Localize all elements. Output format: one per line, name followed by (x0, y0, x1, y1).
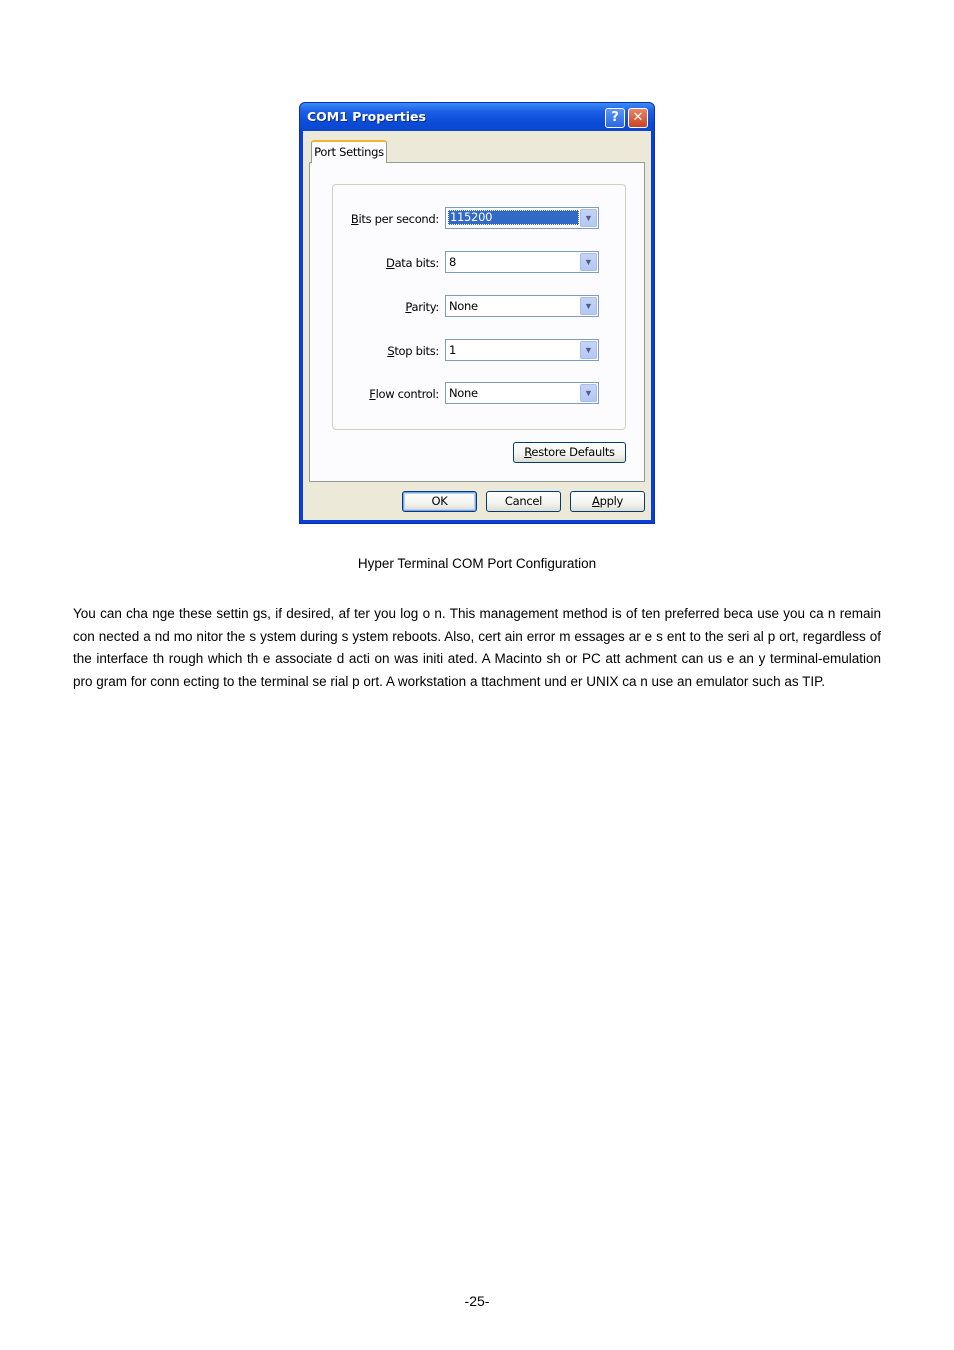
body-paragraph: You can cha nge these settin gs, if desired, af ter you log o n. This management method is of ten preferred beca use you ca n remain con nected a nd mo nitor the s ystem during s ystem reboots. Also, cert ain error m essages ar e s ent to the seri al p ort, regardless of the interface th rough which th e associate d acti on was initi ated. A Macinto sh or PC att achment can us e an y terminal-emulation pro gram for conn ecting to the terminal se rial p ort. A workstation a ttachment und er UNIX ca n use an emulator such as TIP. (73, 606, 881, 689)
chevron-down-icon[interactable]: ▼ (580, 384, 597, 402)
flow-control-label: Flow control: (369, 387, 439, 401)
stop-bits-select[interactable] (445, 339, 599, 361)
chevron-down-icon[interactable]: ▼ (580, 297, 597, 315)
help-button[interactable] (605, 108, 625, 128)
chevron-down-icon[interactable]: ▼ (580, 209, 597, 227)
ok-button[interactable]: OK (402, 491, 477, 512)
data-bits-select[interactable] (445, 251, 599, 273)
flow-control-value: None (449, 386, 478, 400)
stop-bits-label: Stop bits: (387, 344, 439, 358)
apply-button[interactable]: Apply (570, 491, 645, 512)
parity-value: None (449, 299, 478, 313)
parity-select[interactable] (445, 295, 599, 317)
port-settings-panel (309, 162, 645, 482)
data-bits-value: 8 (449, 255, 457, 269)
parity-label: Parity: (405, 300, 439, 314)
figure-caption: Hyper Terminal COM Port Configuration (357, 556, 597, 571)
data-bits-label: Data bits: (386, 256, 439, 270)
close-icon: ✕ (632, 110, 644, 125)
cancel-button[interactable]: Cancel (486, 491, 561, 512)
help-icon: ? (611, 110, 619, 125)
flow-control-select[interactable] (445, 382, 599, 404)
dialog-title: COM1 Properties (307, 109, 426, 124)
restore-defaults-button[interactable]: Restore Defaults (513, 442, 626, 463)
stop-bits-value: 1 (449, 343, 457, 357)
bits-per-second-label: Bits per second: (350, 212, 439, 226)
page-number: -25- (464, 1293, 490, 1309)
bits-per-second-value: 115200 (448, 210, 579, 225)
dialog-titlebar[interactable] (300, 103, 654, 131)
chevron-down-icon[interactable]: ▼ (580, 341, 597, 359)
bits-per-second-select[interactable] (445, 207, 599, 229)
close-button[interactable] (628, 108, 648, 128)
tab-port-settings[interactable]: Port Settings (311, 140, 387, 163)
dialog-client-area (303, 131, 651, 520)
com1-properties-dialog (299, 102, 655, 524)
chevron-down-icon[interactable]: ▼ (580, 253, 597, 271)
